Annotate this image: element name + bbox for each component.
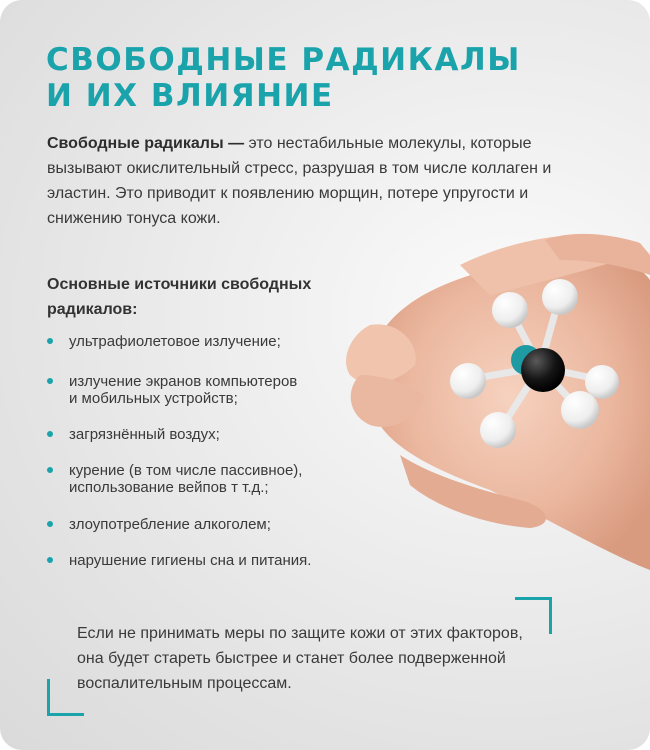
- bullet-dot-icon: [47, 557, 53, 563]
- intro-text: это нестабильные молекулы, которые вызывают окислительный стресс, разрушая в том числе коллаген и эластин. Это приводит к появлению морщин, потере упругости и снижению тонуса кожи.: [47, 135, 552, 227]
- list-item-text: излучение экранов компьютеров и мобильных устройств;: [69, 373, 298, 407]
- list-item: [47, 462, 302, 496]
- list-item-text: курение (в том числе пассивное), использование вейпов т т.д.;: [69, 462, 303, 496]
- list-item: [47, 516, 271, 533]
- title-line-1: СВОБОДНЫЕ РАДИКАЛЫ: [46, 42, 521, 78]
- intro-paragraph: [47, 131, 607, 231]
- list-item-text: загрязнённый воздух;: [69, 426, 220, 443]
- bullet-dot-icon: [47, 431, 53, 437]
- bullet-dot-icon: [47, 467, 53, 473]
- page-title: [46, 42, 521, 114]
- list-item: [47, 552, 311, 569]
- title-line-2: И ИХ ВЛИЯНИЕ: [46, 78, 334, 114]
- list-item: [47, 426, 220, 443]
- list-item: [47, 373, 297, 407]
- list-item-text: злоупотребление алкоголем;: [69, 516, 271, 533]
- list-item-text: ультрафиолетовое излучение;: [69, 333, 281, 350]
- hands-holding-molecule-image: [340, 225, 650, 575]
- list-item-text: нарушение гигиены сна и питания.: [69, 552, 312, 569]
- sources-heading: Основные источники свободных радикалов:: [47, 276, 312, 318]
- bullet-dot-icon: [47, 338, 53, 344]
- footer-note: Если не принимать меры по защите кожи от этих факторов, она будет стареть быстрее и станет более подверженной воспалительным процессам.: [77, 625, 523, 692]
- list-item: [47, 333, 281, 350]
- intro-term: Свободные радикалы —: [47, 135, 245, 152]
- bullet-dot-icon: [47, 378, 53, 384]
- bullet-dot-icon: [47, 521, 53, 527]
